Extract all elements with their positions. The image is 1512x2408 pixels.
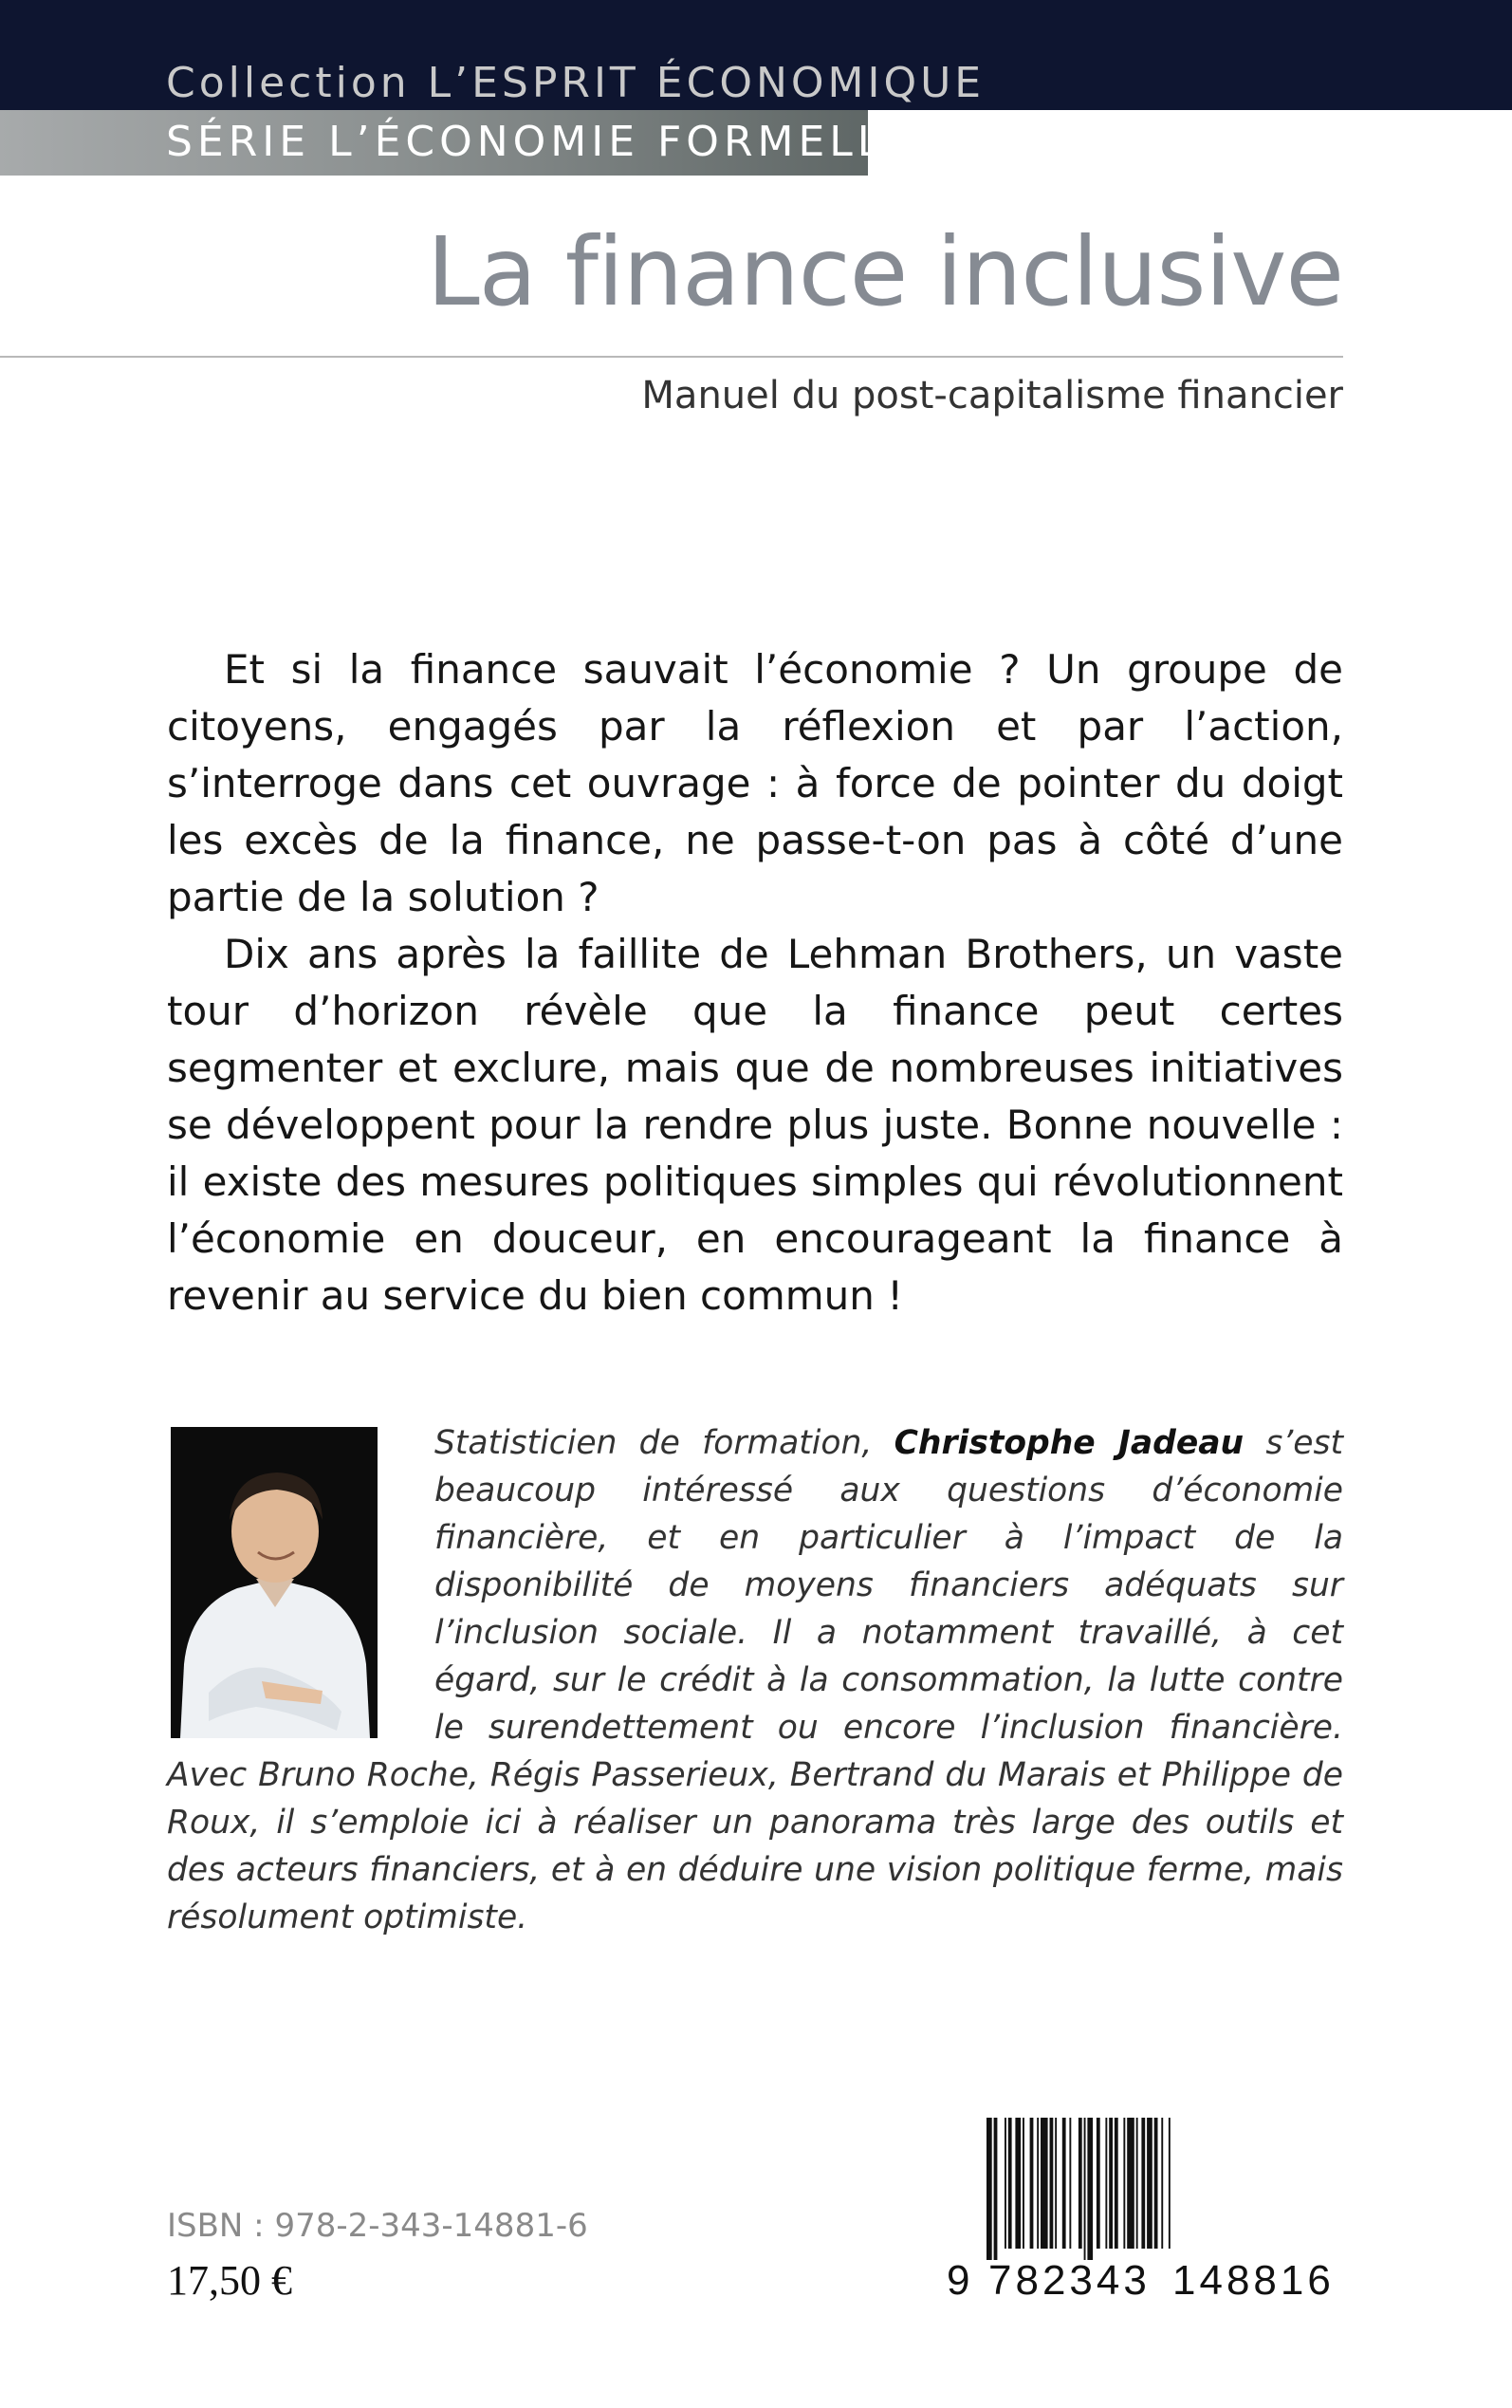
barcode-bar [986, 2118, 992, 2260]
barcode-digits [947, 2257, 1345, 2305]
bio-intro: Statisticien de formation, [434, 1424, 873, 1462]
barcode-bar [1127, 2118, 1134, 2249]
bio-body: s’est beaucoup intéressé aux questions d’économie financière, et en particulier à l’impact de la disponibilité de moyens financiers adéquats sur l’inclusion sociale. Il a notamment travaillé, à cet égard, sur le crédit à la consommation, la lutte contre le surendettement ou encore l’inclusion financière. Avec Bruno Roche, Régis Passerieux, Bertrand du Marais et Philippe de Roux, il s’emploie ici à réaliser un panorama très large des outils et des acteurs financiers, et à en déduire une vision politique ferme, mais résolument optimiste. [167, 1424, 1344, 1936]
author-name: Christophe Jadeau [894, 1424, 1245, 1462]
barcode-bar [1005, 2118, 1006, 2249]
barcode-bar [1097, 2118, 1100, 2249]
barcode-bar [1015, 2118, 1021, 2249]
barcode-bar [1069, 2118, 1071, 2249]
barcode-bar [1050, 2118, 1054, 2249]
barcode-bar [1169, 2118, 1171, 2249]
barcode-bar [1115, 2118, 1118, 2249]
summary-paragraph-2: Dix ans après la faillite de Lehman Brothers, un vaste tour d’horizon révèle que la finance peut certes segmenter et exclure, mais que de nombreuses initiatives se développent pour la rendre plus juste. Bonne nouvelle : il existe des mesures politiques simples qui révolutionnent l’économie en douceur, en encourageant la finance à revenir au service du bien commun ! [167, 931, 1343, 1319]
barcode-bar [1136, 2118, 1138, 2249]
barcode-bar [1109, 2118, 1113, 2249]
barcode-bar [1084, 2118, 1086, 2260]
barcode-right-group: 148816 [1172, 2257, 1335, 2304]
barcode-bar [1147, 2118, 1152, 2249]
barcode-bar [1154, 2118, 1158, 2249]
author-bio [167, 1419, 1343, 1941]
isbn: ISBN : 978-2-343-14881-6 [167, 2207, 588, 2245]
barcode-bar [1161, 2118, 1163, 2249]
barcode-bar [1079, 2118, 1082, 2249]
barcode-bar [1123, 2118, 1125, 2249]
title-divider [0, 356, 1343, 358]
barcode-bar [1037, 2118, 1039, 2249]
book-title: La finance inclusive [427, 216, 1343, 327]
barcode-bars [947, 2118, 1345, 2260]
barcode-bar [1087, 2118, 1093, 2260]
collection-label: Collection L’ESPRIT ÉCONOMIQUE [166, 59, 986, 107]
barcode-first-digit: 9 [947, 2257, 970, 2304]
barcode-bar [1105, 2118, 1107, 2249]
serie-label: SÉRIE L’ÉCONOMIE FORMELLE [166, 118, 917, 166]
barcode-bar [994, 2118, 998, 2260]
barcode-bar [1062, 2118, 1066, 2249]
barcode-bar [1141, 2118, 1145, 2249]
summary-paragraph-1: Et si la finance sauvait l’économie ? Un groupe de citoyens, engagés par la réflexion et par l’action, s’interroge dans cet ouvrage : à force de pointer du doigt les excès de la finance, ne passe-t-on pas à côté d’une partie de la solution ? [167, 646, 1343, 920]
barcode-bar [1041, 2118, 1048, 2249]
barcode-bar [1030, 2118, 1034, 2249]
barcode-bar [1055, 2118, 1057, 2249]
price: 17,50 € [167, 2257, 292, 2304]
barcode-bar [1023, 2118, 1024, 2249]
barcode-left-group: 782343 [988, 2257, 1151, 2304]
book-subtitle: Manuel du post-capitalisme financier [641, 374, 1343, 417]
barcode [947, 2118, 1345, 2307]
photo-spacer [167, 1419, 434, 1751]
barcode-bar [1008, 2118, 1012, 2249]
